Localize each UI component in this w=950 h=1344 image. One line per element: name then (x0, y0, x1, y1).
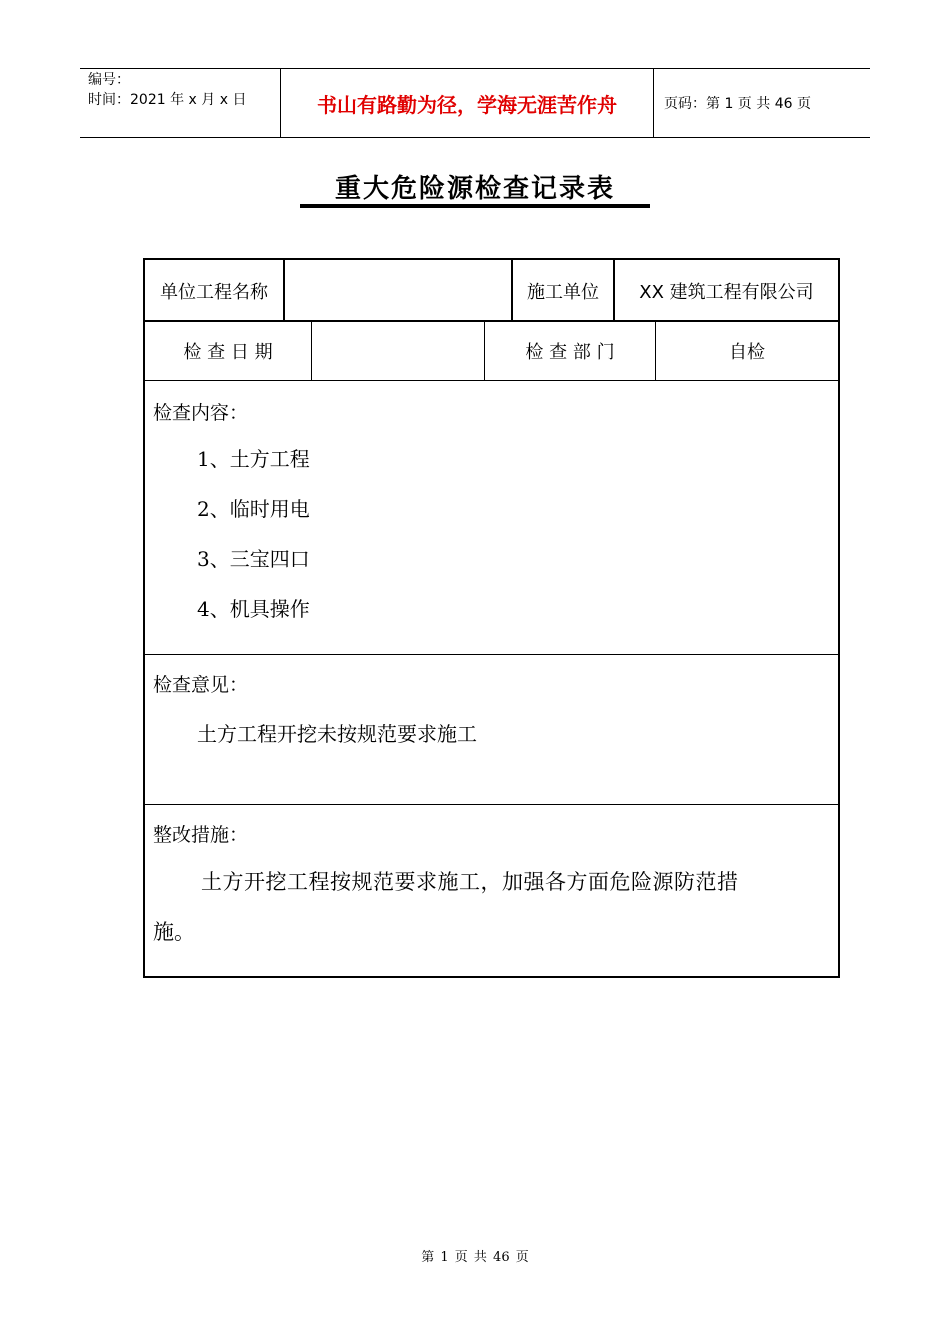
project-name-label: 单位工程名称 (160, 281, 268, 303)
row-divider (145, 804, 838, 805)
title-underline (300, 204, 650, 208)
header-meta (80, 69, 281, 137)
opinion-label: 检查意见： (153, 674, 249, 696)
content-item: 1、土方工程 (197, 447, 310, 471)
page-title: 重大危险源检查记录表 (334, 174, 615, 204)
content-item: 3、三宝四口 (197, 547, 310, 571)
divider (655, 322, 656, 380)
page-footer: 第 1 页 共 46 页 (421, 1250, 529, 1265)
row-divider (145, 654, 838, 655)
opinion-text: 土方工程开挖未按规范要求施工 (197, 722, 477, 746)
rectification-label: 整改措施： (153, 824, 249, 846)
time-label: 时间：2021 年 x 月 x 日 (88, 92, 247, 108)
divider (511, 260, 513, 321)
divider (613, 260, 615, 321)
inspection-form (143, 258, 840, 978)
date-value (312, 322, 484, 380)
divider (283, 260, 285, 321)
divider (484, 322, 485, 380)
project-name-value (285, 260, 511, 321)
content-item: 2、临时用电 (197, 497, 310, 521)
content-item: 4、机具操作 (197, 597, 310, 621)
content-label: 检查内容： (153, 402, 249, 424)
divider (311, 322, 312, 380)
rectification-text-line2: 施。 (153, 920, 195, 944)
rectification-text-line1: 土方开挖工程按规范要求施工，加强各方面危险源防范措 (201, 870, 739, 894)
dept-value: 自检 (729, 342, 765, 363)
date-label: 检 查 日 期 (183, 342, 273, 363)
contractor-label: 施工单位 (527, 281, 599, 303)
header-motto: 书山有路勤为径，学海无涯苦作舟 (281, 69, 654, 137)
document-header (80, 68, 870, 138)
contractor-value: XX 建筑工程有限公司 (639, 281, 814, 303)
code-label: 编号： (88, 72, 130, 88)
row-divider (145, 380, 838, 381)
dept-label: 检 查 部 门 (525, 342, 615, 363)
header-page-info: 页码：第 1 页 共 46 页 (664, 96, 811, 112)
